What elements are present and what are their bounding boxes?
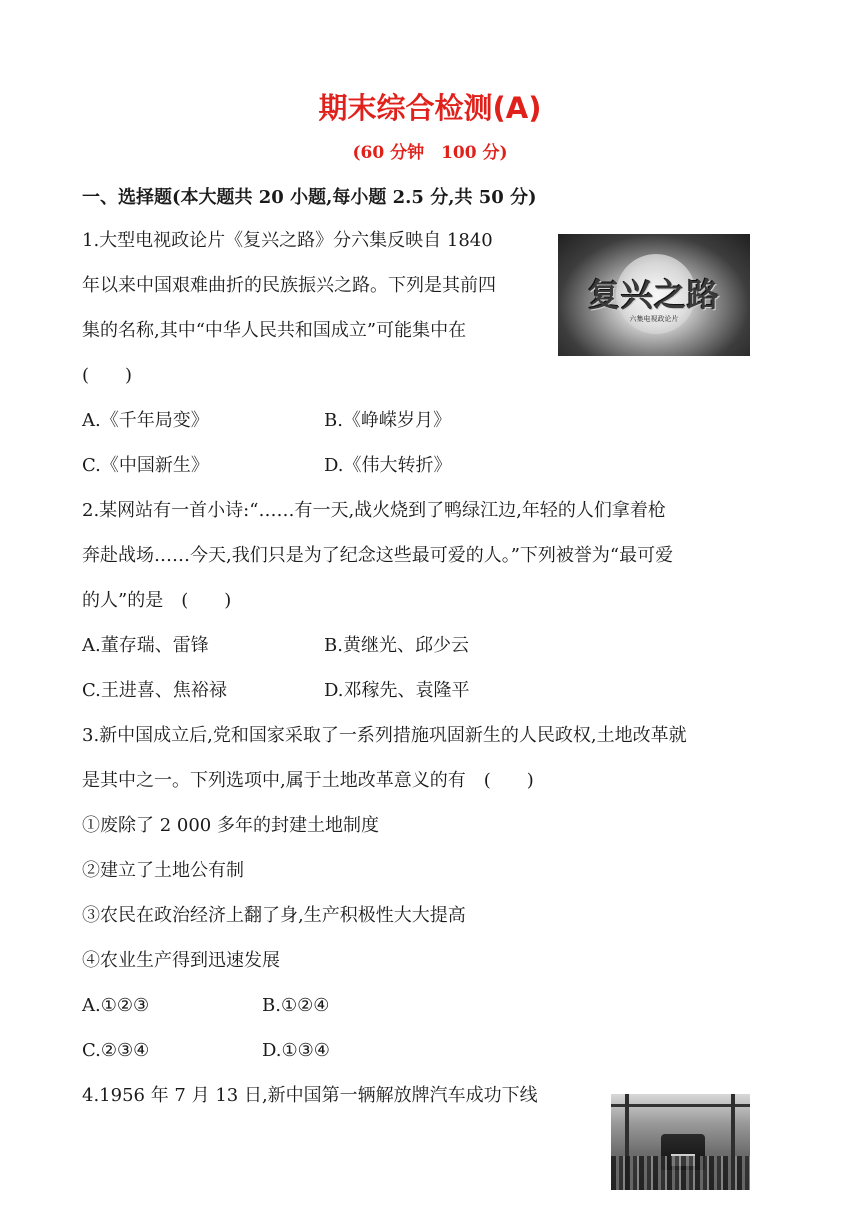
crowd-shape [611, 1156, 750, 1190]
jiefang-truck-photo [611, 1094, 750, 1190]
q1-option-d[interactable]: D.《伟大转折》 [324, 455, 452, 476]
q4-line: 4.1956 年 7 月 13 日,新中国第一辆解放牌汽车成功下线 [82, 1085, 538, 1106]
q1-line: 年以来中国艰难曲折的民族振兴之路。下列是其前四 [82, 275, 496, 296]
q1-option-b[interactable]: B.《峥嵘岁月》 [324, 410, 451, 431]
image-caption: 复兴之路 [587, 276, 720, 314]
q3-option-b[interactable]: B.①②④ [262, 995, 330, 1016]
q3-statement: ①废除了 2 000 多年的封建土地制度 [82, 815, 379, 836]
q3-statement: ②建立了土地公有制 [82, 860, 244, 881]
q2-line: 2.某网站有一首小诗:“……有一天,战火烧到了鸭绿江边,年轻的人们拿着枪 [82, 500, 666, 521]
q3-line: 是其中之一。下列选项中,属于土地改革意义的有 ( ) [82, 770, 534, 791]
q2-line: 奔赴战场……今天,我们只是为了纪念这些最可爱的人。”下列被誉为“最可爱 [82, 545, 674, 566]
q2-line: 的人”的是 ( ) [82, 590, 232, 611]
q3-option-d[interactable]: D.①③④ [262, 1040, 330, 1061]
q3-option-a[interactable]: A.①②③ [82, 995, 150, 1016]
q3-line: 3.新中国成立后,党和国家采取了一系列措施巩固新生的人民政权,土地改革就 [82, 725, 687, 746]
section-heading: 一、选择题(本大题共 20 小题,每小题 2.5 分,共 50 分) [82, 187, 537, 208]
page-subtitle: (60 分钟 100 分) [352, 143, 508, 163]
factory-beam [611, 1104, 750, 1107]
q3-option-c[interactable]: C.②③④ [82, 1040, 150, 1061]
q1-line: ( ) [82, 365, 133, 386]
fuxing-zhilu-image [558, 234, 750, 356]
q2-option-b[interactable]: B.黄继光、邱少云 [324, 635, 469, 656]
page-title: 期末综合检测(A) [318, 91, 542, 125]
q3-statement: ④农业生产得到迅速发展 [82, 950, 280, 971]
q1-option-c[interactable]: C.《中国新生》 [82, 455, 209, 476]
q2-option-c[interactable]: C.王进喜、焦裕禄 [82, 680, 227, 701]
image-subcaption: 六集电视政论片 [629, 315, 679, 323]
q2-option-d[interactable]: D.邓稼先、袁隆平 [324, 680, 470, 701]
q2-option-a[interactable]: A.董存瑞、雷锋 [82, 635, 209, 656]
q1-option-a[interactable]: A.《千年局变》 [82, 410, 209, 431]
q1-line: 集的名称,其中“中华人民共和国成立”可能集中在 [82, 320, 467, 341]
q1-line: 1.大型电视政论片《复兴之路》分六集反映自 1840 [82, 230, 493, 251]
q3-statement: ③农民在政治经济上翻了身,生产积极性大大提高 [82, 905, 466, 926]
